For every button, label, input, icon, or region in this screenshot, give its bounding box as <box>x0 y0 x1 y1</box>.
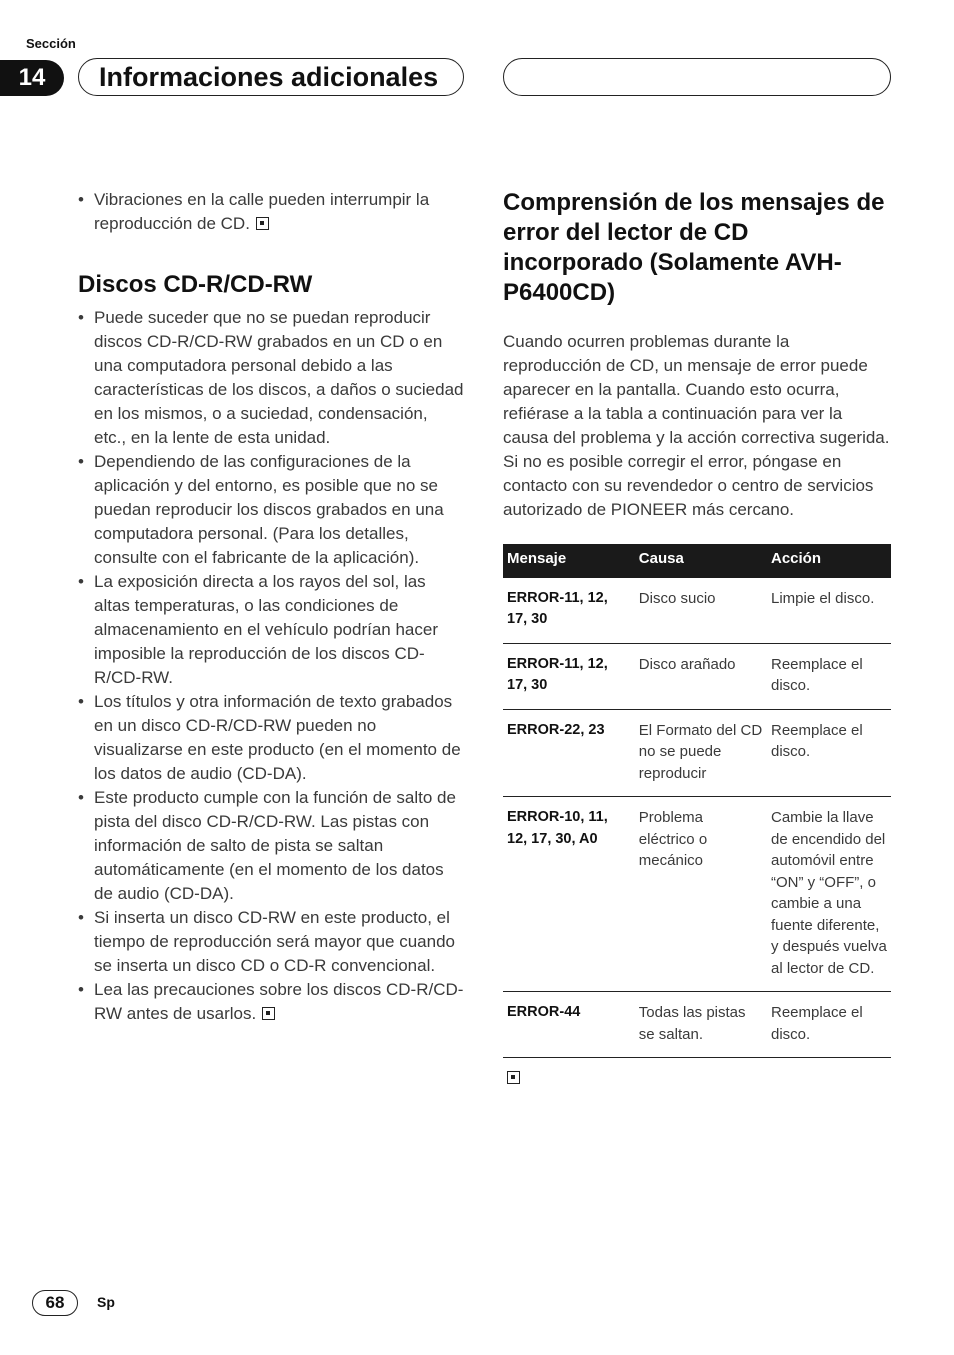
error-cause: Problema eléctrico o mecánico <box>635 797 767 992</box>
error-cause: Disco arañado <box>635 643 767 709</box>
table-row <box>503 709 891 797</box>
list-item: • Puede suceder que no se puedan reproducir discos CD-R/CD-RW grabados en un CD o en una computadora personal debido a las características de los discos, a daños o suciedad en los mismos, o a suciedad, condensación, etc., en la lente de esta unidad. <box>78 306 464 450</box>
error-message: ERROR-11, 12, 17, 30 <box>503 578 635 644</box>
end-mark-icon <box>507 1071 520 1084</box>
list-item: • La exposición directa a los rayos del sol, las altas temperaturas, o las condiciones de almacenamiento en el vehículo podrían hacer imposible la reproducción de los discos CD-R/CD-RW. <box>78 570 464 690</box>
error-cause: Todas las pistas se saltan. <box>635 992 767 1058</box>
list-item: • Si inserta un disco CD-RW en este producto, el tiempo de reproducción será mayor que cuando se inserta un disco CD o CD-R convencional. <box>78 906 464 978</box>
bullet-text: Vibraciones en la calle pueden interrumpir la reproducción de CD. <box>94 190 430 233</box>
section-heading: Discos CD-R/CD-RW <box>78 271 313 298</box>
intro-paragraph: Cuando ocurren problemas durante la reproducción de CD, un mensaje de error puede aparecer en la pantalla. Cuando esto ocurra, refiérase a la tabla a continuación para ver la causa del problema y la acción correctiva sugerida. Si no es posible corregir el error, póngase en contacto con su revendedor o centro de servicios autorizado de PIONEER más cercano. <box>503 332 890 519</box>
error-message: ERROR-44 <box>503 992 635 1058</box>
error-message: ERROR-11, 12, 17, 30 <box>503 643 635 709</box>
language-code: Sp <box>97 1294 115 1310</box>
error-action: Reemplace el disco. <box>767 992 891 1058</box>
table-row <box>503 797 891 992</box>
list-item <box>78 978 464 1026</box>
error-table <box>503 544 891 1058</box>
error-action: Limpie el disco. <box>767 578 891 644</box>
table-header-row <box>503 544 891 578</box>
section-label: Sección <box>26 36 76 51</box>
error-cause: Disco sucio <box>635 578 767 644</box>
column-header: Mensaje <box>503 544 635 578</box>
header-empty-box <box>503 58 891 96</box>
error-action: Reemplace el disco. <box>767 643 891 709</box>
column-header: Acción <box>767 544 891 578</box>
end-mark-icon <box>262 1007 275 1020</box>
section-number-badge: 14 <box>0 60 64 96</box>
list-item: • Dependiendo de las configuraciones de la aplicación y del entorno, es posible que no se puedan reproducir los discos grabados en una computadora personal. (Para los detalles, consulte con el fabricante de la aplicación). <box>78 450 464 570</box>
list-item: • Este producto cumple con la función de salto de pista del disco CD-R/CD-RW. Las pistas con información de salto de pista se saltan automáticamente (en el momento de los datos de audio (CD-DA). <box>78 786 464 906</box>
list-item: • Los títulos y otra información de texto grabados en un disco CD-R/CD-RW pueden no visualizarse en este producto (en el momento de los datos de audio (CD-DA). <box>78 690 464 786</box>
error-message: ERROR-10, 11, 12, 17, 30, A0 <box>503 797 635 992</box>
right-column <box>503 188 891 1088</box>
table-row <box>503 643 891 709</box>
section-heading: Comprensión de los mensajes de error del lector de CD incorporado (Solamente AVH-P6400CD) <box>503 189 885 306</box>
table-row <box>503 992 891 1058</box>
page-title: Informaciones adicionales <box>78 58 464 96</box>
error-action: Reemplace el disco. <box>767 709 891 797</box>
error-cause: El Formato del CD no se puede reproducir <box>635 709 767 797</box>
left-column <box>78 188 464 1026</box>
column-header: Causa <box>635 544 767 578</box>
table-row <box>503 578 891 644</box>
page-number: 68 <box>32 1290 78 1316</box>
error-message: ERROR-22, 23 <box>503 709 635 797</box>
end-mark-icon <box>256 217 269 230</box>
list-item <box>78 188 464 236</box>
bullet-text: Lea las precauciones sobre los discos CD-R/CD-RW antes de usarlos. <box>94 980 464 1023</box>
error-action: Cambie la llave de encendido del automóvil entre “ON” y “OFF”, o cambie a una fuente diferente, y después vuelva al lector de CD. <box>767 797 891 992</box>
